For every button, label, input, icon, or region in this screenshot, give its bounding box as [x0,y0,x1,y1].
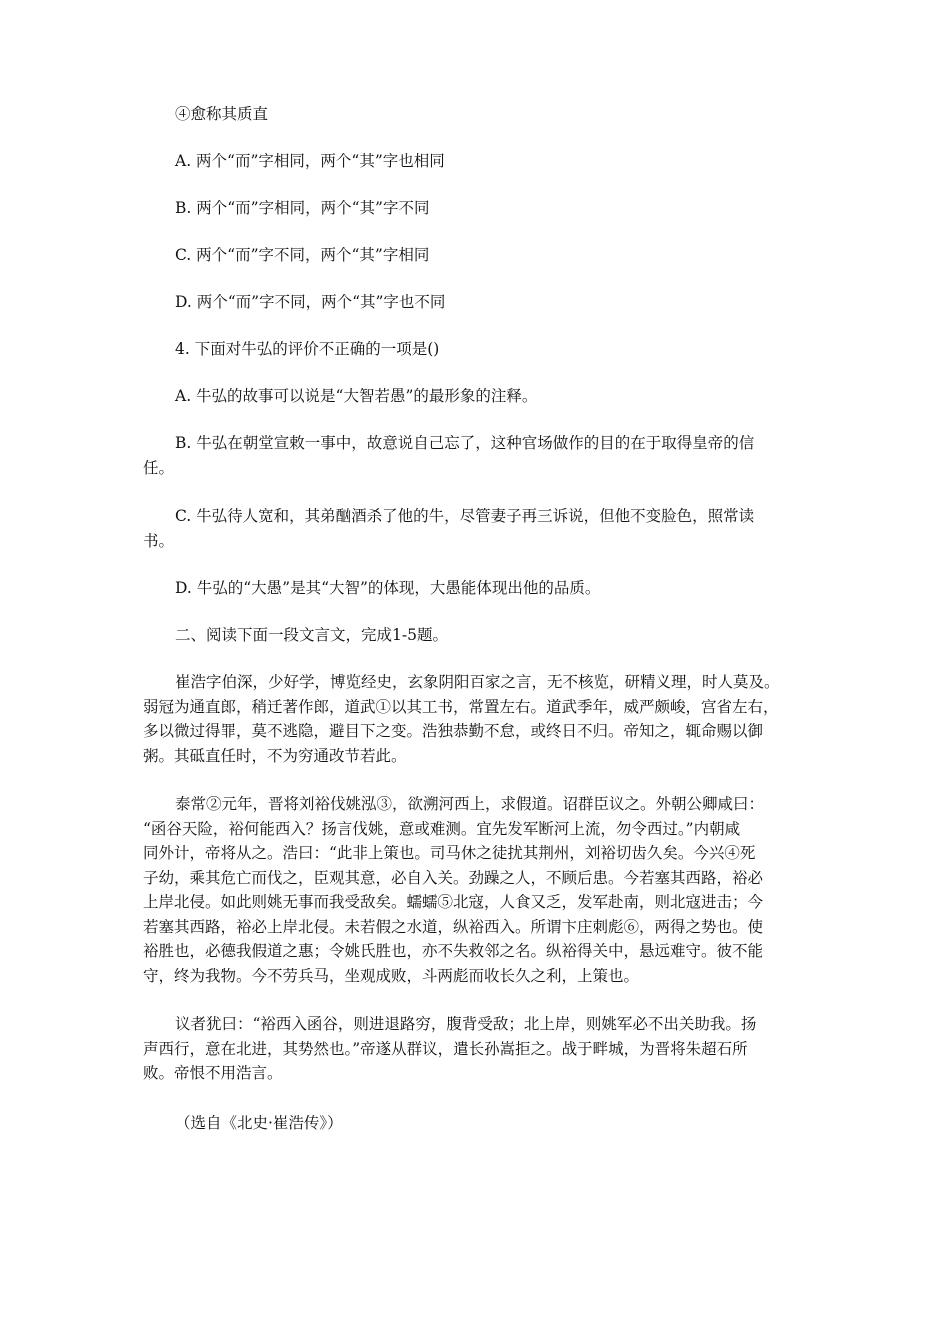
q4-option-c-line: C. 牛弘待人宽和，其弟酗酒杀了他的牛，尽管妻子再三诉说，但他不变脸色，照常读 [175,507,755,525]
passage-line: 败。帝恨不用浩言。 [143,1064,283,1082]
passage-line: 崔浩字伯深，少好学，博览经史，玄象阴阳百家之言，无不核览，研精义理，时人莫及。 [175,673,780,691]
q4-option-d: D. 牛弘的“大愚”是其“大智”的体现，大愚能体现出他的品质。 [175,579,601,597]
passage-line: 同外计，帝将从之。浩曰：“此非上策也。司马休之徒扰其荆州，刘裕切齿久矣。今兴④死 [143,844,756,862]
passage-line: 议者犹曰：“裕西入函谷，则进退路穷，腹背受敌；北上岸，则姚军必不出关助我。扬 [175,1015,757,1033]
passage-line: 守，终为我物。今不劳兵马，坐观成败，斗两彪而收长久之利，上策也。 [143,966,640,985]
q3-option-c: C. 两个“而”字不同，两个“其”字相同 [175,246,430,264]
passage-line: 上岸北侵。如此则姚无事而我受敌矣。蠕蠕⑤北寇，人食又乏，发军赴南，则北寇进击；今 [143,893,764,911]
passage-paragraph-2 [143,792,823,988]
passage-paragraph-3 [143,1012,823,1086]
passage-line: 子幼，乘其危亡而伐之，臣观其意，必自入关。劲躁之人，不顾后患。今若塞其西路，裕必 [143,868,764,887]
passage-line: 裕胜也，必德我假道之惠；令姚氏胜也，亦不失救邻之名。纵裕得关中，悬远难守。彼不能 [143,942,764,960]
q4-stem: 4. 下面对牛弘的评价不正确的一项是() [175,340,440,358]
q4-option-b-line: 任。 [143,458,175,477]
q3-option-a: A. 两个“而”字相同，两个“其”字也相同 [175,152,445,170]
passage-source: （选自《北史·崔浩传》） [175,1114,343,1132]
passage-line: “函谷天险，裕何能西入？扬言伐姚，意或难测。宜先发军断河上流，勿令西过。”内朝咸 [143,819,741,838]
q4-option-b-line: B. 牛弘在朝堂宣敕一事中，故意说自己忘了，这种官场做作的目的在于取得皇帝的信 [175,434,755,452]
passage-line: 多以微过得罪，莫不逃隐，避目下之变。浩独恭勤不怠，或终日不归。帝知之，辄命赐以御 [143,722,764,740]
section-2-heading: 二、阅读下面一段文言文，完成1-5题。 [175,626,448,644]
q3-option-b: B. 两个“而”字相同，两个“其”字不同 [175,199,430,217]
q4-option-c-line: 书。 [143,531,175,550]
q4-option-b [143,431,823,480]
passage-line: 弱冠为通直郎，稍迁著作郎，道武①以其工书，常置左右。道武季年，威严颇峻，宫省左右， [143,697,779,716]
q3-option-d: D. 两个“而”字不同，两个“其”字也不同 [175,293,446,311]
passage-line: 粥。其砥直任时，不为穷通改节若此。 [143,746,407,765]
q4-option-a: A. 牛弘的故事可以说是“大智若愚”的最形象的注释。 [175,387,538,405]
passage-line: 若塞其西路，裕必上岸北侵。未若假之水道，纵裕西入。所谓卞庄刺彪⑥，两得之势也。使 [143,917,764,936]
passage-line: 泰常②元年，晋将刘裕伐姚泓③，欲溯河西上，求假道。诏群臣议之。外朝公卿咸曰： [175,795,765,813]
q3-item-4: ④愈称其质直 [175,105,269,123]
passage-paragraph-1 [143,670,823,768]
q4-option-c [143,504,823,553]
passage-line: 声西行，意在北进，其势然也。”帝遂从群议，遣长孙嵩拒之。战于畔城，为晋将朱超石所 [143,1039,748,1058]
